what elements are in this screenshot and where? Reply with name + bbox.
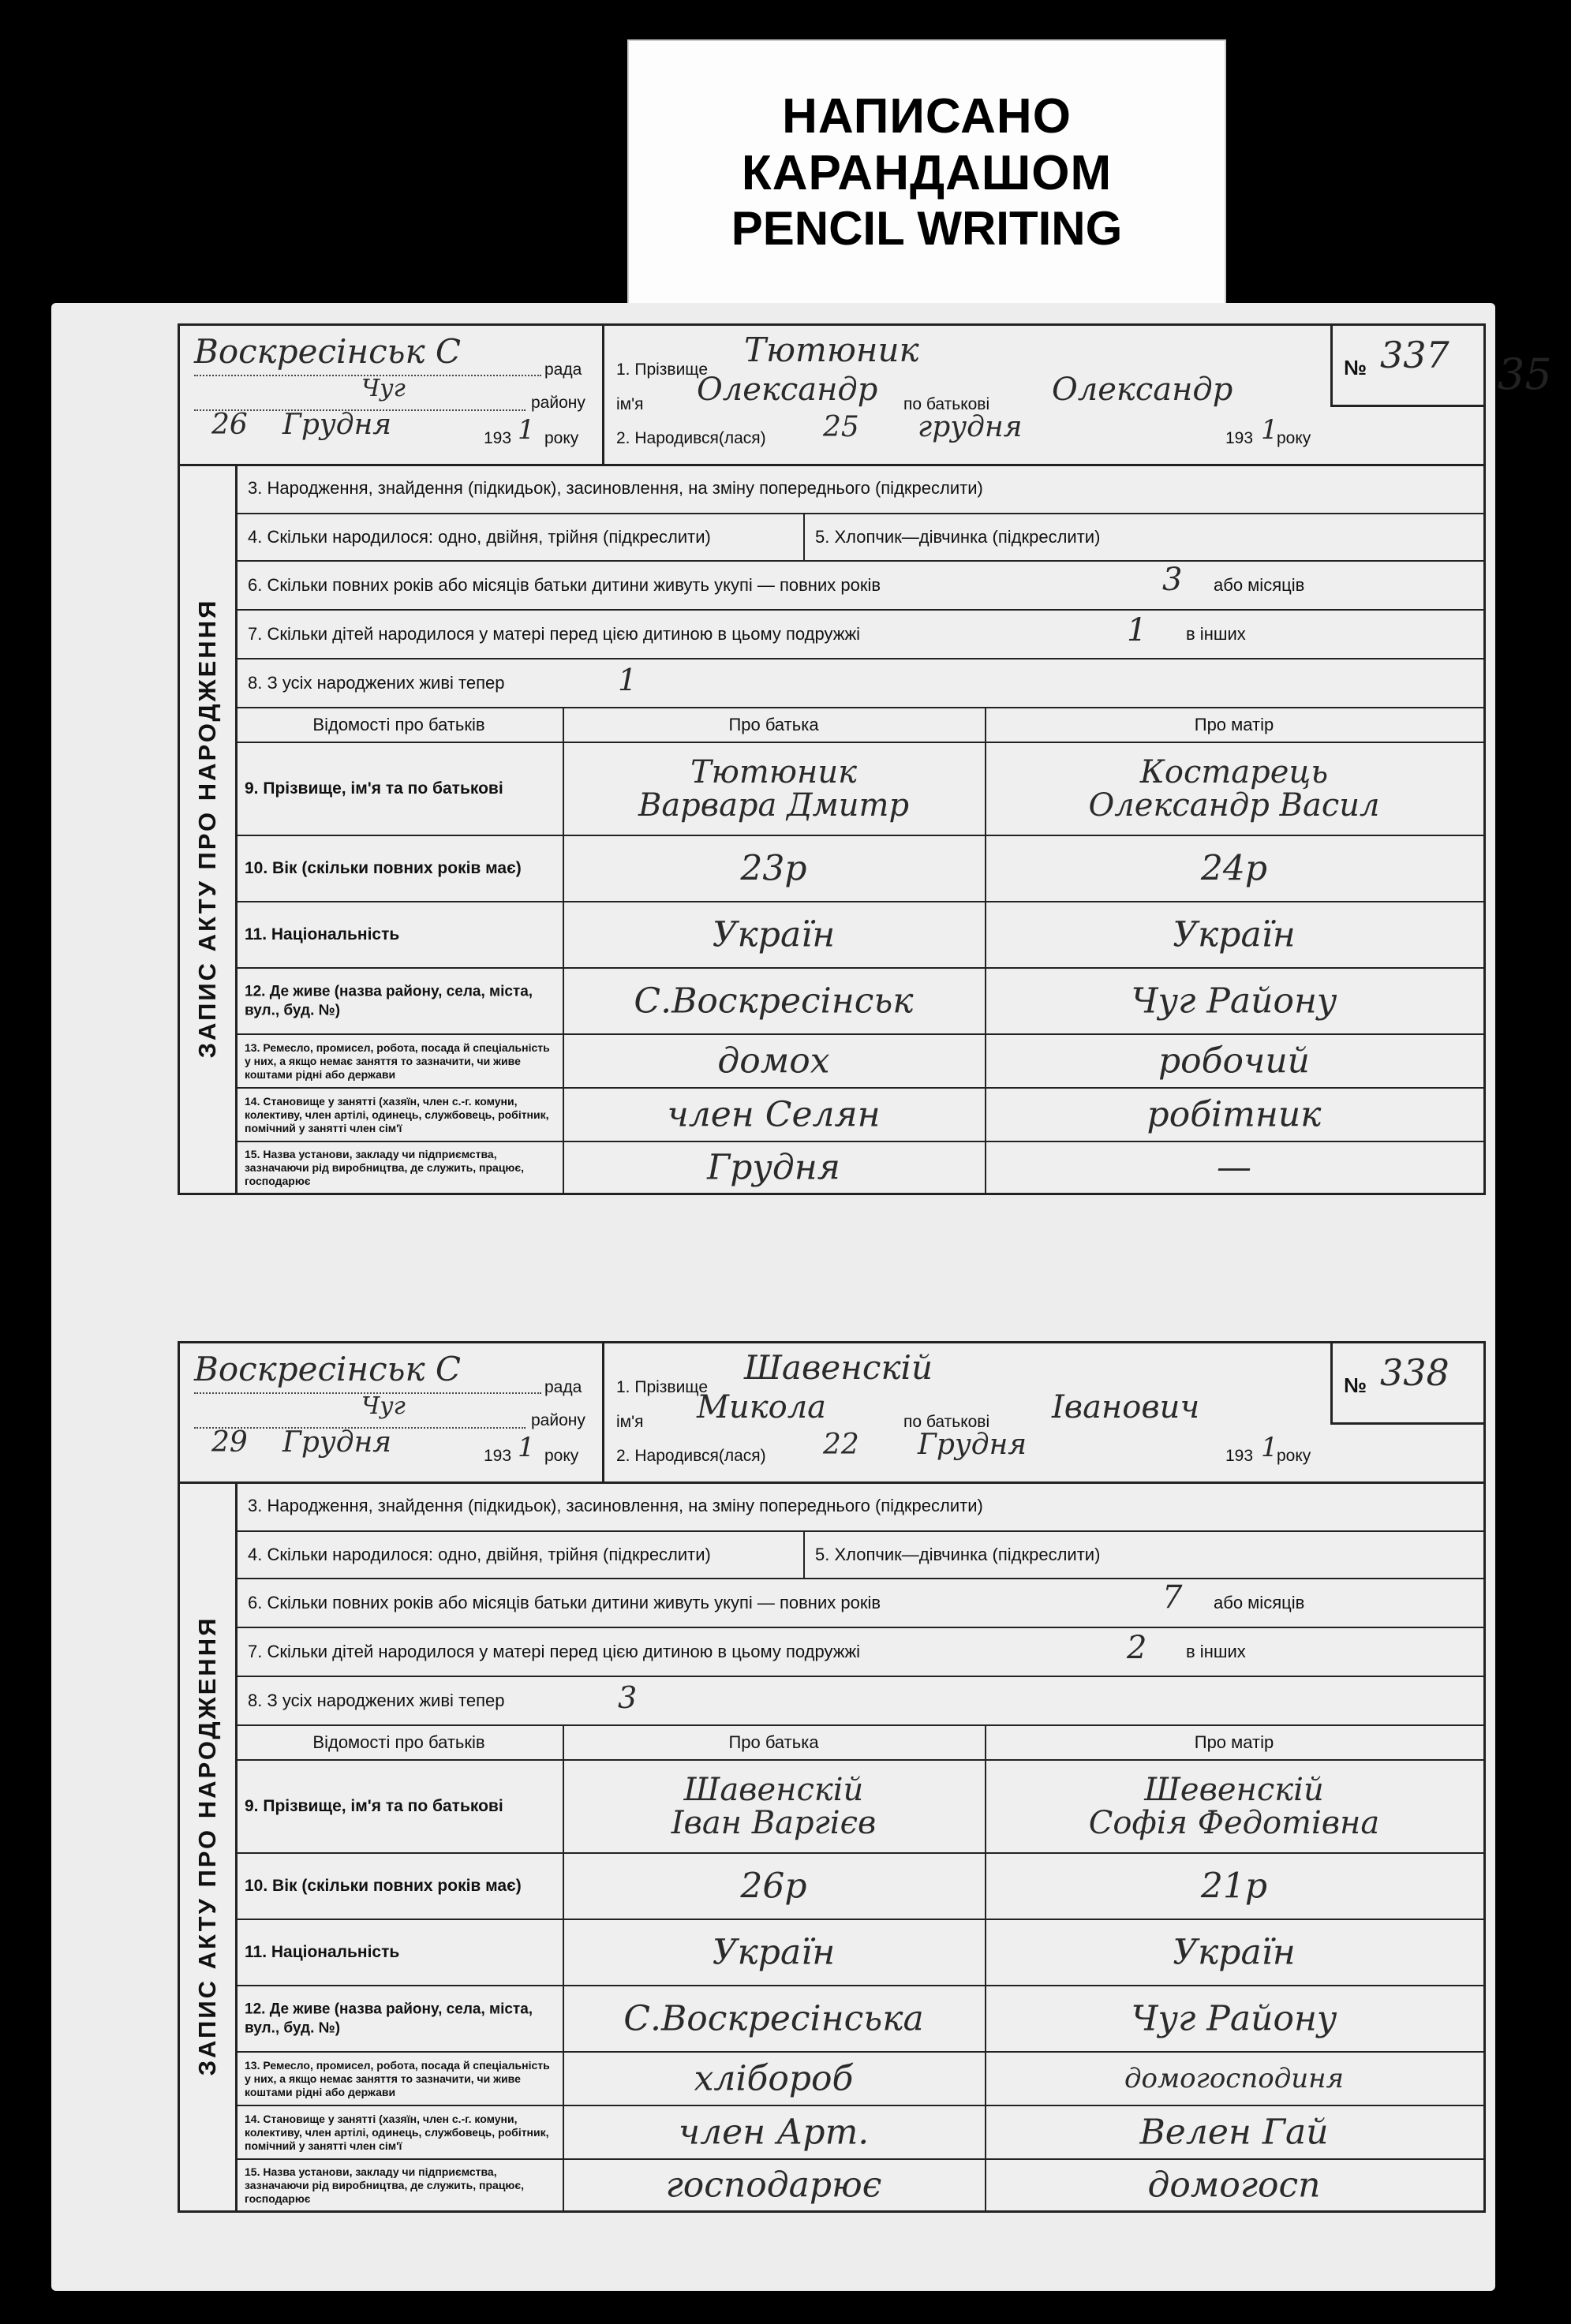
row-3: 3. Народження, знайдення (підкидьок), засиновлення, на зміну попереднього (підкреслити): [235, 464, 1483, 514]
mother-occupation: домогосподиня: [1124, 2063, 1345, 2094]
patronymic-value: Іванович: [1052, 1389, 1200, 1425]
birth-year-value: 1: [1261, 414, 1278, 446]
mother-institution: домогосп: [1147, 2165, 1321, 2206]
row-13-occupation: 13. Ремесло, промисел, робота, посада й спеціальність у них, а якщо немає заняття то зазначити, чи живе коштами рідні або держави хлібороб домогосподиня: [235, 2053, 1483, 2106]
row-15-institution: 15. Назва установи, закладу чи підприємства, зазначаючи рід виробництва, де служить, працює, господарює Грудня —: [235, 1142, 1483, 1193]
row-7: 7. Скільки дітей народилося у матері перед цією дитиною в цьому подружжі 1 в інших: [235, 611, 1483, 659]
patronymic-label: по батькові: [903, 395, 990, 413]
father-age: 26р: [740, 1866, 807, 1907]
surname-label: 1. Прізвище: [616, 1378, 709, 1396]
number-label: №: [1344, 1373, 1367, 1397]
row-12-residence: 12. Де живе (назва району, села, міста, вул., буд. №) С.Воскресінськ Чуг Району: [235, 969, 1483, 1035]
parents-header-row: Відомості про батьків Про батька Про матір: [235, 708, 1483, 743]
record-number-block: [1330, 1343, 1486, 1425]
patronymic-value: Олександр: [1052, 372, 1233, 408]
record-number-value: 338: [1380, 1351, 1449, 1394]
village-value: Воскресінськ С: [194, 1350, 462, 1388]
label-line-1: НАПИСАНО: [782, 89, 1072, 144]
row-4-5: 4. Скільки народилося: одно, двійня, трійня (підкреслити) 5. Хлопчик—дівчинка (підкреслити): [235, 1532, 1483, 1579]
birth-month-value: Грудня: [918, 1429, 1027, 1461]
birth-month-value: грудня: [918, 411, 1023, 443]
number-label: №: [1344, 356, 1367, 379]
surname-value: Тютюник: [744, 331, 919, 369]
margin-note: 35: [1498, 349, 1552, 399]
name-value: Микола: [697, 1389, 827, 1425]
father-occupation: домох: [717, 1041, 830, 1082]
child-identity-block: [602, 1343, 1330, 1481]
row-9-names: 9. Прізвище, ім'я та по батькові Шавенскій Іван Варгієв Шевенскій Софія Федотівна: [235, 1761, 1483, 1854]
born-label: 2. Народився(лася): [616, 429, 766, 447]
form-body: [235, 464, 1483, 1193]
row-13-occupation: 13. Ремесло, промисел, робота, посада й спеціальність у них, а якщо немає заняття то зазначити, чи живе коштами рідні або держави домох робочий: [235, 1035, 1483, 1089]
mother-institution: —: [1217, 1147, 1251, 1188]
birth-year-value: 1: [1261, 1432, 1278, 1463]
reg-day-value: 29: [211, 1426, 248, 1459]
name-value: Олександр: [697, 372, 878, 408]
form-body: [235, 1481, 1483, 2210]
form-header: [180, 1343, 1483, 1484]
row-8: 8. З усіх народжених живі тепер 1: [235, 659, 1483, 708]
row-14-position: 14. Становище у занятті (хазяїн, член с.-г. комуни, колективу, член артілі, одинець, службовець, робітник, помічний у занятті член сім'ї член Селян робітник: [235, 1089, 1483, 1142]
alive-value: 3: [618, 1680, 638, 1715]
rayonu-label: району: [531, 1411, 585, 1429]
rada-label: рада: [544, 1378, 582, 1396]
side-title: ЗАПИС АКТУ ПРО НАРОДЖЕННЯ: [180, 1481, 238, 2210]
side-title: ЗАПИС АКТУ ПРО НАРОДЖЕННЯ: [180, 464, 238, 1193]
mother-name: Шевенскій Софія Федотівна: [1088, 1772, 1380, 1841]
district-value: Чуг: [361, 1392, 406, 1420]
father-name: Тютюник Варвара Дмитр: [638, 754, 910, 824]
alive-value: 1: [618, 663, 638, 697]
father-institution: Грудня: [707, 1147, 840, 1188]
label-line-2: КАРАНДАШОМ: [741, 145, 1113, 200]
row-12-residence: 12. Де живе (назва району, села, міста, вул., буд. №) С.Воскресінська Чуг Району: [235, 1986, 1483, 2053]
mother-position: Велен Гай: [1139, 2112, 1329, 2153]
birth-record-form-2: [178, 1341, 1486, 2213]
mother-occupation: робочий: [1158, 1041, 1311, 1082]
registration-block: [180, 326, 604, 464]
father-residence: С.Воскресінськ: [634, 981, 914, 1022]
village-value: Воскресінськ С: [194, 332, 462, 371]
mother-nationality: Україн: [1173, 914, 1296, 955]
parents-header-row: Відомості про батьків Про батька Про матір: [235, 1726, 1483, 1761]
surname-label: 1. Прізвище: [616, 361, 709, 379]
pencil-writing-label: [627, 39, 1226, 305]
reg-month-value: Грудня: [282, 1426, 392, 1459]
row-11-nationality: 11. Національність Україн Україн: [235, 1920, 1483, 1986]
registration-block: [180, 1343, 604, 1481]
mother-age: 21р: [1200, 1866, 1268, 1907]
imya-label: ім'я: [616, 395, 644, 413]
row-15-institution: 15. Назва установи, закладу чи підприємства, зазначаючи рід виробництва, де служить, працює, господарює господарює домогосп: [235, 2160, 1483, 2210]
row-10-age: 10. Вік (скільки повних років має) 23р 24р: [235, 836, 1483, 902]
mother-position: робітник: [1146, 1094, 1322, 1135]
father-name: Шавенскій Іван Варгієв: [671, 1772, 877, 1841]
father-occupation: хлібороб: [694, 2058, 854, 2099]
father-nationality: Україн: [712, 1932, 836, 1973]
birth-roku-label: року: [1277, 429, 1311, 447]
birth-year-prefix: 193: [1225, 1447, 1254, 1465]
father-residence: С.Воскресінська: [623, 1998, 924, 2039]
mother-age: 24р: [1200, 848, 1268, 889]
row-4-5: 4. Скільки народилося: одно, двійня, трійня (підкреслити) 5. Хлопчик—дівчинка (підкреслити): [235, 514, 1483, 562]
roku-label: року: [544, 429, 579, 447]
reg-day-value: 26: [211, 409, 248, 441]
father-institution: господарює: [665, 2165, 882, 2206]
roku-label: року: [544, 1447, 579, 1465]
row-7: 7. Скільки дітей народилося у матері перед цією дитиною в цьому подружжі 2 в інших: [235, 1628, 1483, 1677]
child-identity-block: [602, 326, 1330, 464]
row-9-names: 9. Прізвище, ім'я та по батькові Тютюник Варвара Дмитр Костарець Олександр Васил: [235, 743, 1483, 836]
father-position: член Селян: [667, 1094, 881, 1135]
record-number-block: [1330, 326, 1486, 407]
row-8: 8. З усіх народжених живі тепер 3: [235, 1677, 1483, 1726]
years-together-value: 3: [1162, 562, 1183, 598]
district-value: Чуг: [361, 375, 406, 402]
mother-residence: Чуг Району: [1131, 1998, 1337, 2039]
mother-name: Костарець Олександр Васил: [1088, 754, 1380, 824]
children-before-value: 1: [1127, 612, 1147, 648]
mother-nationality: Україн: [1173, 1932, 1296, 1973]
birth-day-value: 25: [823, 411, 859, 443]
year-prefix: 193: [484, 1447, 512, 1465]
row-3: 3. Народження, знайдення (підкидьок), засиновлення, на зміну попереднього (підкреслити): [235, 1481, 1483, 1532]
row-6: 6. Скільки повних років або місяців батьки дитини живуть укупі — повних років 3 або місяців: [235, 562, 1483, 611]
reg-month-value: Грудня: [282, 409, 392, 441]
record-number-value: 337: [1380, 334, 1449, 376]
patronymic-label: по батькові: [903, 1413, 990, 1431]
father-nationality: Україн: [712, 914, 836, 955]
row-6: 6. Скільки повних років або місяців батьки дитини живуть укупі — повних років 7 або місяців: [235, 1579, 1483, 1628]
rayonu-label: району: [531, 394, 585, 412]
born-label: 2. Народився(лася): [616, 1447, 766, 1465]
surname-value: Шавенскій: [744, 1348, 933, 1387]
row-14-position: 14. Становище у занятті (хазяїн, член с.-г. комуни, колективу, член артілі, одинець, службовець, робітник, помічний у занятті член сім'ї член Арт. Велен Гай: [235, 2106, 1483, 2160]
year-prefix: 193: [484, 429, 512, 447]
reg-year-value: 1: [518, 1432, 535, 1463]
imya-label: ім'я: [616, 1413, 644, 1431]
birth-record-form-1: [178, 323, 1552, 1195]
label-line-3: PENCIL WRITING: [731, 201, 1123, 255]
children-before-value: 2: [1127, 1630, 1147, 1666]
rada-label: рада: [544, 361, 582, 379]
row-11-nationality: 11. Національність Україн Україн: [235, 902, 1483, 969]
mother-residence: Чуг Району: [1131, 981, 1337, 1022]
father-position: член Арт.: [678, 2112, 870, 2153]
years-together-value: 7: [1162, 1579, 1183, 1616]
birth-roku-label: року: [1277, 1447, 1311, 1465]
birth-year-prefix: 193: [1225, 429, 1254, 447]
row-10-age: 10. Вік (скільки повних років має) 26р 21р: [235, 1854, 1483, 1920]
birth-day-value: 22: [823, 1429, 859, 1461]
reg-year-value: 1: [518, 414, 535, 446]
father-age: 23р: [740, 848, 807, 889]
form-header: [180, 326, 1483, 466]
